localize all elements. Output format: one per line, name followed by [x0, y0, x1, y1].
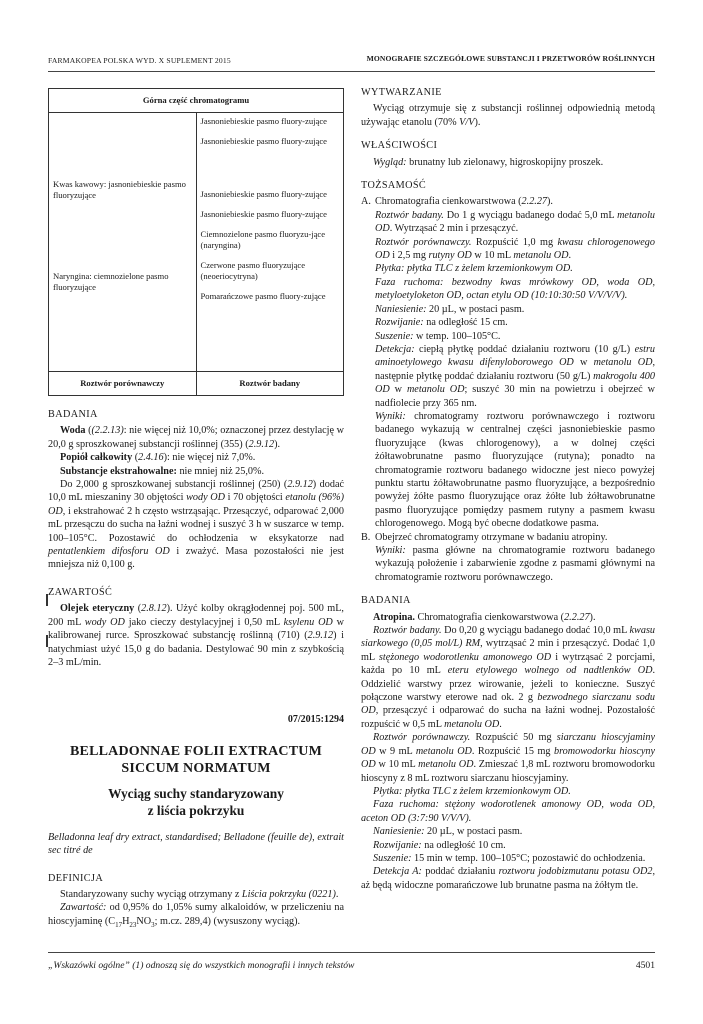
paragraph-atropina-detekcja: Detekcja A: poddać działaniu roztworu jodobizmutanu potasu OD2, aż będą widoczne pomarańczowe lub brunatne pasma na żółtym tle. — [361, 866, 655, 891]
paragraph-popiol: Popiół całkowity (2.4.16): nie więcej niż 7,0%. — [60, 452, 256, 464]
section-heading-tozsamosc: TOŻSAMOŚĆ — [361, 180, 427, 192]
running-header-left: FARMAKOPEA POLSKA WYD. X SUPLEMENT 2015 — [48, 56, 231, 65]
section-heading-wytwarzanie: WYTWARZANIE — [361, 87, 442, 98]
table-right-item: Czerwone pasmo fluoryzujące (neoeriocytryna) — [200, 260, 306, 281]
section-heading-definicja: DEFINICJA — [48, 872, 104, 884]
paragraph-atropina-plytka: Płytka: płytka TLC z żelem krzemionkowym OD. — [373, 785, 571, 797]
table-left-cell — [49, 113, 197, 372]
monograph-title: BELLADONNAE FOLII EXTRACTUM SICCUM NORMATUM — [70, 743, 322, 776]
table-left-item: Naryngina: ciemnozielone pasmo fluoryzujące — [53, 271, 169, 292]
identity-item-a: A. Chromatografia cienkowarstwowa (2.2.27). Roztwór badany. Do 1 g wyciągu badanego dodać 5,0 mL metanolu OD. Wytrząsać 2 min i przesączyć. Roztwór porównawczy. Rozpuścić 1,0 mg kwasu chlorogenowego OD i 2,5 mg rutyny OD w 10 mL metanolu OD. Płytka: płytka TLC z żelem krzemionkowym OD. Faza ruchoma: bezwodny kwas mrówkowy OD, woda OD, metyloetyloketon OD, octan etylu OD (10:10:30:50 V/V/V/V). Naniesienie: 20 µL, w postaci pasm. Rozwijanie: na odległość 15 cm. Suszenie: w temp. 100–105°C. Detekcja: ciepłą płytkę poddać działaniu roztworu (10 g/L) estru aminoetylowego kwasu difenyloborowego OD w metanolu OD, następnie płytkę poddać działaniu roztworu (50 g/L) makrogolu 400 OD w metanolu OD; suszyć 30 min na powietrzu i obejrzeć w nadfiolecie przy 365 nm. Wyniki: chromatogramy roztworu porównawczego i roztworu badanego wykazują w centralnej części jasnoniebieskie pasmo fluoryzujące (kwas chlorogenowy), a w dolnej części żółtawobrunatne pasmo fluoryzujące (rutyna); ponadto na chromatogramie roztworu badanego widoczne jest nieco powyżej punktu startu żółtawobrunatne pasmo fluoryzujące, a bezpośrednio powyżej żółte pasmo fluoryzujące oraz żółte lub żółtawobrunatne pasmo fluoryzujące pomiędzy pasmem rutyny a pasmem kwasu chlorogenowego. Mogą być obecne dodatkowe pasma. — [361, 196, 655, 530]
paragraph-substancje-ekstrahowalne: Substancje ekstrahowalne: nie mniej niż 25,0%. — [60, 465, 265, 477]
section-heading-badania: BADANIA — [48, 409, 98, 420]
paragraph-atropina-suszenie: Suszenie: 15 min w temp. 100–105°C; pozostawić do ochłodzenia. — [373, 852, 646, 864]
chromatogram-table — [48, 88, 344, 396]
paragraph-atropina-rozwijanie: Rozwijanie: na odległość 10 cm. — [373, 839, 506, 851]
table-footer-left: Roztwór porównawczy — [49, 372, 197, 396]
table-top-header: Górna część chromatogramu — [49, 89, 344, 113]
table-right-item: Jasnoniebieskie pasmo fluory-zujące — [200, 189, 327, 199]
left-column — [48, 86, 344, 932]
section-heading-zawartosc: ZAWARTOŚĆ — [48, 586, 113, 598]
paragraph-wytwarzanie: Wyciąg otrzymuje się z substancji roślinnej odpowiednią metodą używając etanolu (70% V/V). — [361, 103, 655, 128]
paragraph-zawartosc-alkaloidow: Zawartość: od 0,95% do 1,05% sumy alkaloidów, w przeliczeniu na hioscyjaminę ($C_{17}H_{23}NO_3$; m.cz. 289,4) (wysuszony wyciąg). — [48, 902, 344, 929]
table-right-item: Ciemnozielone pasmo fluoryzu-jące (naryngina) — [200, 229, 326, 250]
paragraph-definicja: Standaryzowany suchy wyciąg otrzymany z Liścia pokrzyku (0221). — [60, 888, 339, 900]
right-column — [361, 86, 655, 892]
table-right-item: Jasnoniebieskie pasmo fluory-zujące — [200, 136, 327, 146]
paragraph-atropina-badany: Roztwór badany. Do 0,20 g wyciągu badanego dodać 10,0 mL kwasu siarkowego (0,05 mol/L) RM, wytrząsać 2 min i przesączyć. Dodać 1,0 mL stężonego wodorotlenku amonowego OD i wytrząsać 2 porcjami, każda po 10 mL eteru etylowego wolnego od nadtlenków OD. Oddzielić warstwy przez wirowanie, jeżeli to konieczne. Suszyć połączone warstwy eterowe nad ok. 2 g bezwodnego siarczanu sodu OD, przesączyć i odparować do sucha na łaźni wodnej. Pozostałość rozpuścić w 0,5 mL metanolu OD. — [361, 625, 655, 730]
paragraph-atropina-naniesienie: Naniesienie: 20 µL, w postaci pasm. — [373, 826, 523, 838]
table-footer-right: Roztwór badany — [196, 372, 344, 396]
footer-note: „Wskazówki ogólne” (1) odnoszą się do wszystkich monografii i innych tekstów — [48, 960, 355, 971]
running-header-right: MONOGRAFIE SZCZEGÓŁOWE SUBSTANCJI I PRZETWORÓW ROŚLINNYCH — [366, 54, 655, 63]
paragraph-woda: Woda ((2.2.13): nie więcej niż 10,0%; oznaczonej przez destylację w 20,0 g sproszkowanej substancji roślinnej (355) (2.9.12). — [48, 425, 344, 450]
section-heading-badania-right: BADANIA — [361, 595, 411, 607]
paragraph-ekstrakcja: Do 2,000 g sproszkowanej substancji roślinnej (250) (2.9.12) dodać 10,0 mL mieszaniny 30 objętości wody OD i 70 objętości etanolu (96%) OD, i ekstrahować 2 h często wstrząsając. Przesączyć, odparować 2,000 mL przesączu do sucha na łaźni wodnej i suszyć 3 h w suszarce w temp. 100–105°C. Pozostawić do ochłodzenia w eksykatorze nad pentatlenkiem difosforu OD i zważyć. Masa pozostałości nie jest mniejsza niż 0,100 g. — [48, 479, 345, 571]
paragraph-atropina: Atropina. Chromatografia cienkowarstwowa (2.2.27). — [373, 611, 596, 623]
header-rule — [48, 71, 655, 72]
paragraph-olejek: Olejek eteryczny (2.8.12). Użyć kolby okrągłodennej poj. 500 mL, 200 mL wody OD jako cieczy destylacyjnej i 0,50 mL ksylenu OD w kalibrowanej rurce. Sproszkować substancję roślinną (710) (2.9.12) i natychmiast użyć 15,0 g do badania. Destylować 90 min z szybkością 2–3 mL/min. — [48, 603, 345, 668]
table-right-item: Jasnoniebieskie pasmo fluory-zujące — [200, 116, 327, 126]
monograph-code: 07/2015:1294 — [287, 714, 344, 726]
page-number: 4501 — [635, 960, 655, 971]
paragraph-atropina-faza: Faza ruchoma: stężony wodorotlenek amonowy OD, woda OD, aceton OD (3:7:90 V/V/V). — [361, 799, 655, 824]
monograph-subtitle: Wyciąg suchy standaryzowany z liścia pokrzyku — [108, 785, 284, 818]
table-left-item: Kwas kawowy: jasnoniebieskie pasmo fluoryzujące — [53, 179, 186, 200]
latin-name: Belladonna leaf dry extract, standardised; Belladone (feuille de), extrait sec titré de — [48, 831, 344, 857]
table-right-item: Jasnoniebieskie pasmo fluory-zujące — [200, 209, 327, 219]
identity-item-b: B. Obejrzeć chromatogramy otrzymane w badaniu atropiny. Wyniki: pasma główne na chromatogramie roztworu badanego wykazują położenie i zabarwienie zgodne z pasmami głównymi na chromatogramie roztworu porównawczego. — [361, 531, 655, 583]
table-right-cell — [196, 113, 344, 372]
paragraph-atropina-porownawczy: Roztwór porównawczy. Rozpuścić 50 mg siarczanu hioscyjaminy OD w 9 mL metanolu OD. Rozpuścić 15 mg bromowodorku hioscyny OD w 10 mL metanolu OD. Zmieszać 1,8 mL roztworu bromowodorku hioscyny z 8 mL roztworu siarczanu hioscyjaminy. — [361, 732, 656, 784]
table-right-item: Pomarańczowe pasmo fluory-zujące — [200, 291, 326, 301]
paragraph-wyglad: Wygląd: brunatny lub zielonawy, higroskopijny proszek. — [373, 156, 604, 168]
section-heading-wlasciwosci: WŁAŚCIWOŚCI — [361, 140, 438, 152]
footer-rule — [48, 952, 655, 953]
